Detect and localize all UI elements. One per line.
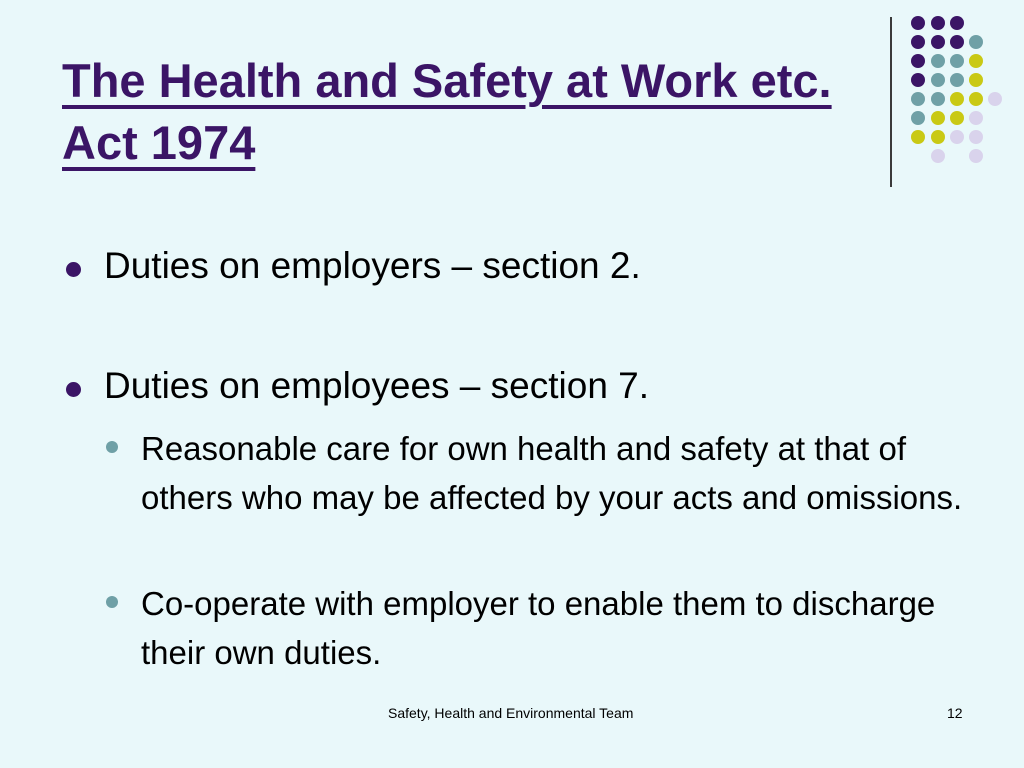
page-number: 12 — [947, 705, 963, 721]
subbullet-reasonable-care: Reasonable care for own health and safety at that of others who may be affected by your acts and omissions. — [141, 424, 971, 522]
bullet-employees: Duties on employees – section 7. — [104, 365, 650, 406]
decorative-dot — [950, 73, 964, 87]
decorative-dot — [950, 130, 964, 144]
decorative-dot — [911, 111, 925, 125]
decorative-dot — [969, 149, 983, 163]
decorative-dot — [931, 149, 945, 163]
decorative-dot — [950, 16, 964, 30]
decorative-dot — [931, 35, 945, 49]
decorative-dot — [969, 73, 983, 87]
decorative-dot — [950, 92, 964, 106]
decorative-dot — [931, 92, 945, 106]
decorative-dot — [969, 54, 983, 68]
decorative-dot-pattern — [0, 0, 1024, 200]
decorative-dot — [911, 92, 925, 106]
decorative-dot — [969, 92, 983, 106]
decorative-dot — [911, 130, 925, 144]
footer-text: Safety, Health and Environmental Team — [388, 705, 634, 721]
decorative-dot — [931, 111, 945, 125]
decorative-dot — [931, 130, 945, 144]
bullet-employers: Duties on employers – section 2. — [104, 245, 641, 286]
decorative-dot — [969, 35, 983, 49]
decorative-dot — [969, 111, 983, 125]
decorative-dot — [911, 16, 925, 30]
decorative-dot — [969, 130, 983, 144]
decorative-dot — [950, 54, 964, 68]
decorative-dot — [931, 73, 945, 87]
decorative-dot — [911, 35, 925, 49]
decorative-dot — [950, 111, 964, 125]
slide-title: The Health and Safety at Work etc. Act 1974 — [62, 54, 832, 169]
subbullet-co-operate: Co-operate with employer to enable them to discharge their own duties. — [141, 579, 971, 677]
decorative-dot — [931, 54, 945, 68]
decorative-dot — [931, 16, 945, 30]
decorative-dot — [988, 92, 1002, 106]
decorative-dot — [950, 35, 964, 49]
decorative-dot — [911, 54, 925, 68]
decorative-dot — [911, 73, 925, 87]
